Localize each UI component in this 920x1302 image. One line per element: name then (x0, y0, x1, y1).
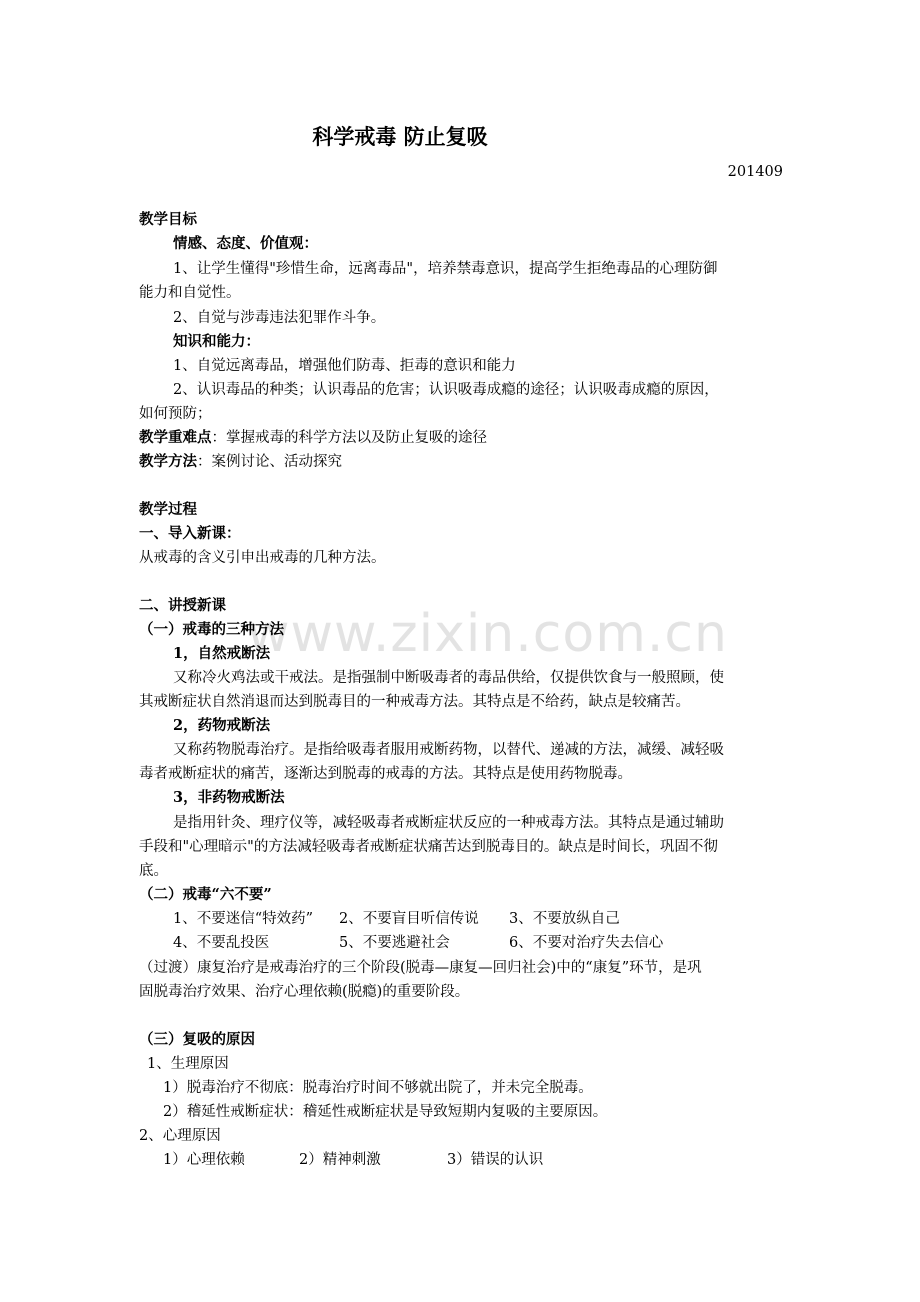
section1-heading: （一）戒毒的三种方法 (139, 621, 284, 638)
key-points-line (139, 426, 784, 450)
transition-text-cont: 固脱毒治疗效果、治疗心理依赖(脱瘾)的重要阶段。 (139, 984, 470, 1000)
donts-row-2 (173, 931, 784, 955)
psych-item: 3）错误的认识 (447, 1152, 544, 1168)
method1-text: 又称冷火鸡法或干戒法。是指强制中断吸毒者的毒品供给，仅提供饮食与一般照顾，使 (173, 670, 724, 686)
knowledge-item-2: 2、认识毒品的种类；认识毒品的危害；认识吸毒成瘾的途径；认识吸毒成瘾的原因， (173, 382, 719, 398)
part1-text: 从戒毒的含义引申出戒毒的几种方法。 (139, 550, 386, 566)
method3-text: 是指用针灸、理疗仪等，减轻吸毒者戒断症状反应的一种戒毒方法。其特点是通过辅助 (173, 815, 724, 831)
psych-item: 2）精神刺激 (299, 1152, 381, 1168)
dont-item: 1、不要迷信“特效药” (173, 911, 314, 927)
method2-text-cont: 毒者戒断症状的痛苦，逐渐达到脱毒的戒毒的方法。其特点是使用药物脱毒。 (139, 766, 632, 782)
dont-item: 6、不要对治疗失去信心 (509, 935, 664, 951)
knowledge-item-2-cont: 如何预防； (139, 406, 212, 422)
emotion-item-1-cont: 能力和自觉性。 (139, 285, 241, 301)
transition-text: （过渡）康复治疗是戒毒治疗的三个阶段(脱毒—康复—回归社会)中的“康复”环节，是巩 (139, 960, 702, 976)
method3-heading: 3，非药物戒断法 (173, 789, 285, 806)
emotion-heading: 情感、态度、价值观： (173, 235, 318, 252)
physio-heading: 1、生理原因 (147, 1056, 229, 1072)
watermark: www.zixin.com.cn (247, 604, 728, 664)
methods-label: 教学方法 (139, 453, 197, 470)
emotion-item-1: 1、让学生懂得"珍惜生命，远离毒品"，培养禁毒意识，提高学生拒绝毒品的心理防御 (173, 261, 718, 277)
key-points-text: ：掌握戒毒的科学方法以及防止复吸的途径 (211, 430, 487, 446)
method2-text: 又称药物脱毒治疗。是指给吸毒者服用戒断药物，以替代、递减的方法，减缓、减轻吸 (173, 742, 724, 758)
methods-text: ：案例讨论、活动探究 (197, 454, 342, 470)
dont-item: 2、不要盲目听信传说 (339, 911, 479, 927)
knowledge-heading: 知识和能力： (173, 333, 260, 350)
dont-item: 3、不要放纵自己 (509, 911, 620, 927)
dont-item: 5、不要逃避社会 (339, 935, 450, 951)
document-date: 201409 (727, 164, 783, 180)
method3-text-end: 底。 (139, 863, 168, 879)
process-heading: 教学过程 (139, 501, 197, 518)
method3-text-cont: 手段和"心理暗示"的方法减轻吸毒者戒断症状痛苦达到脱毒目的。缺点是时间长，巩固不彻 (139, 839, 718, 855)
emotion-item-2: 2、自觉与涉毒违法犯罪作斗争。 (173, 310, 386, 326)
part1-heading: 一、导入新课： (139, 525, 241, 542)
methods-line (139, 450, 784, 474)
method1-heading: 1，自然戒断法 (173, 645, 271, 662)
key-points-label: 教学重难点 (139, 429, 212, 446)
part2-heading: 二、讲授新课 (139, 597, 226, 614)
goals-heading: 教学目标 (139, 211, 197, 228)
psych-item: 1）心理依赖 (163, 1152, 245, 1168)
method2-heading: 2，药物戒断法 (173, 717, 271, 734)
section3-heading: （三）复吸的原因 (139, 1031, 255, 1048)
knowledge-item-1: 1、自觉远离毒品，增强他们防毒、拒毒的意识和能力 (173, 358, 516, 374)
donts-row-1 (173, 907, 784, 931)
psych-heading: 2、心理原因 (139, 1128, 221, 1144)
physio-item-2: 2）稽延性戒断症状：稽延性戒断症状是导致短期内复吸的主要原因。 (163, 1104, 608, 1120)
dont-item: 4、不要乱投医 (173, 935, 270, 951)
document-title: 科学戒毒 防止复吸 (312, 125, 488, 149)
method1-text-cont: 其戒断症状自然消退而达到脱毒目的一种戒毒方法。其特点是不给药，缺点是较痛苦。 (139, 694, 690, 710)
psych-items-row (163, 1148, 784, 1172)
section2-heading: （二）戒毒“六不要” (139, 886, 272, 903)
physio-item-1: 1）脱毒治疗不彻底：脱毒治疗时间不够就出院了，并未完全脱毒。 (163, 1080, 593, 1096)
